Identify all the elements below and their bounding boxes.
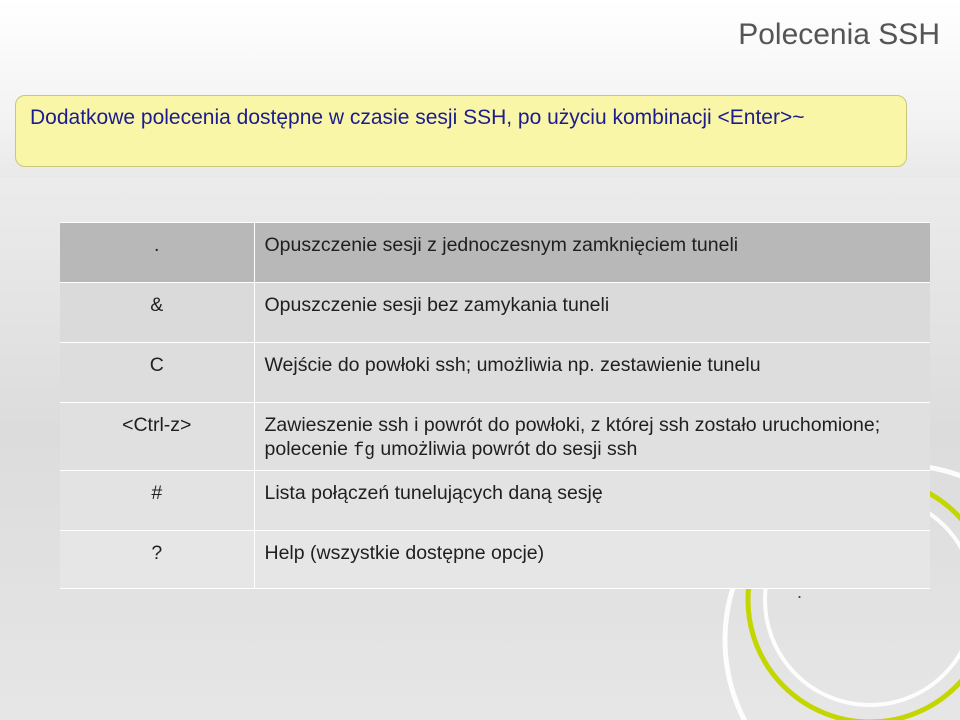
commands-table <box>60 222 930 589</box>
table-row <box>60 403 930 471</box>
table-row <box>60 223 930 283</box>
table-row <box>60 531 930 589</box>
command-description: Lista połączeń tunelujących daną sesję <box>254 471 930 531</box>
stray-dot: . <box>797 582 803 602</box>
command-key: C <box>60 343 254 403</box>
command-description: Opuszczenie sesji z jednoczesnym zamknięciem tuneli <box>254 223 930 283</box>
table-row <box>60 471 930 531</box>
table-row <box>60 343 930 403</box>
command-key: # <box>60 471 254 531</box>
command-description <box>254 403 930 471</box>
command-description: Opuszczenie sesji bez zamykania tuneli <box>254 283 930 343</box>
slide-title: Polecenia SSH <box>738 18 940 51</box>
command-description: Help (wszystkie dostępne opcje) <box>254 531 930 589</box>
command-key: <Ctrl-z> <box>60 403 254 471</box>
command-key: & <box>60 283 254 343</box>
table-row <box>60 283 930 343</box>
command-description: Wejście do powłoki ssh; umożliwia np. zestawienie tunelu <box>254 343 930 403</box>
callout-text: Dodatkowe polecenia dostępne w czasie sesji SSH, po użyciu kombinacji <Enter>~ <box>30 106 805 129</box>
command-key: . <box>60 223 254 283</box>
command-key: ? <box>60 531 254 589</box>
fg-command: fg <box>353 441 376 461</box>
description-text: umożliwia powrót do sesji ssh <box>375 438 638 460</box>
description-text: Zawieszenie ssh i powrót do powłoki, z której ssh zostało uruchomione; polecenie <box>264 414 881 460</box>
callout-box <box>15 95 907 167</box>
